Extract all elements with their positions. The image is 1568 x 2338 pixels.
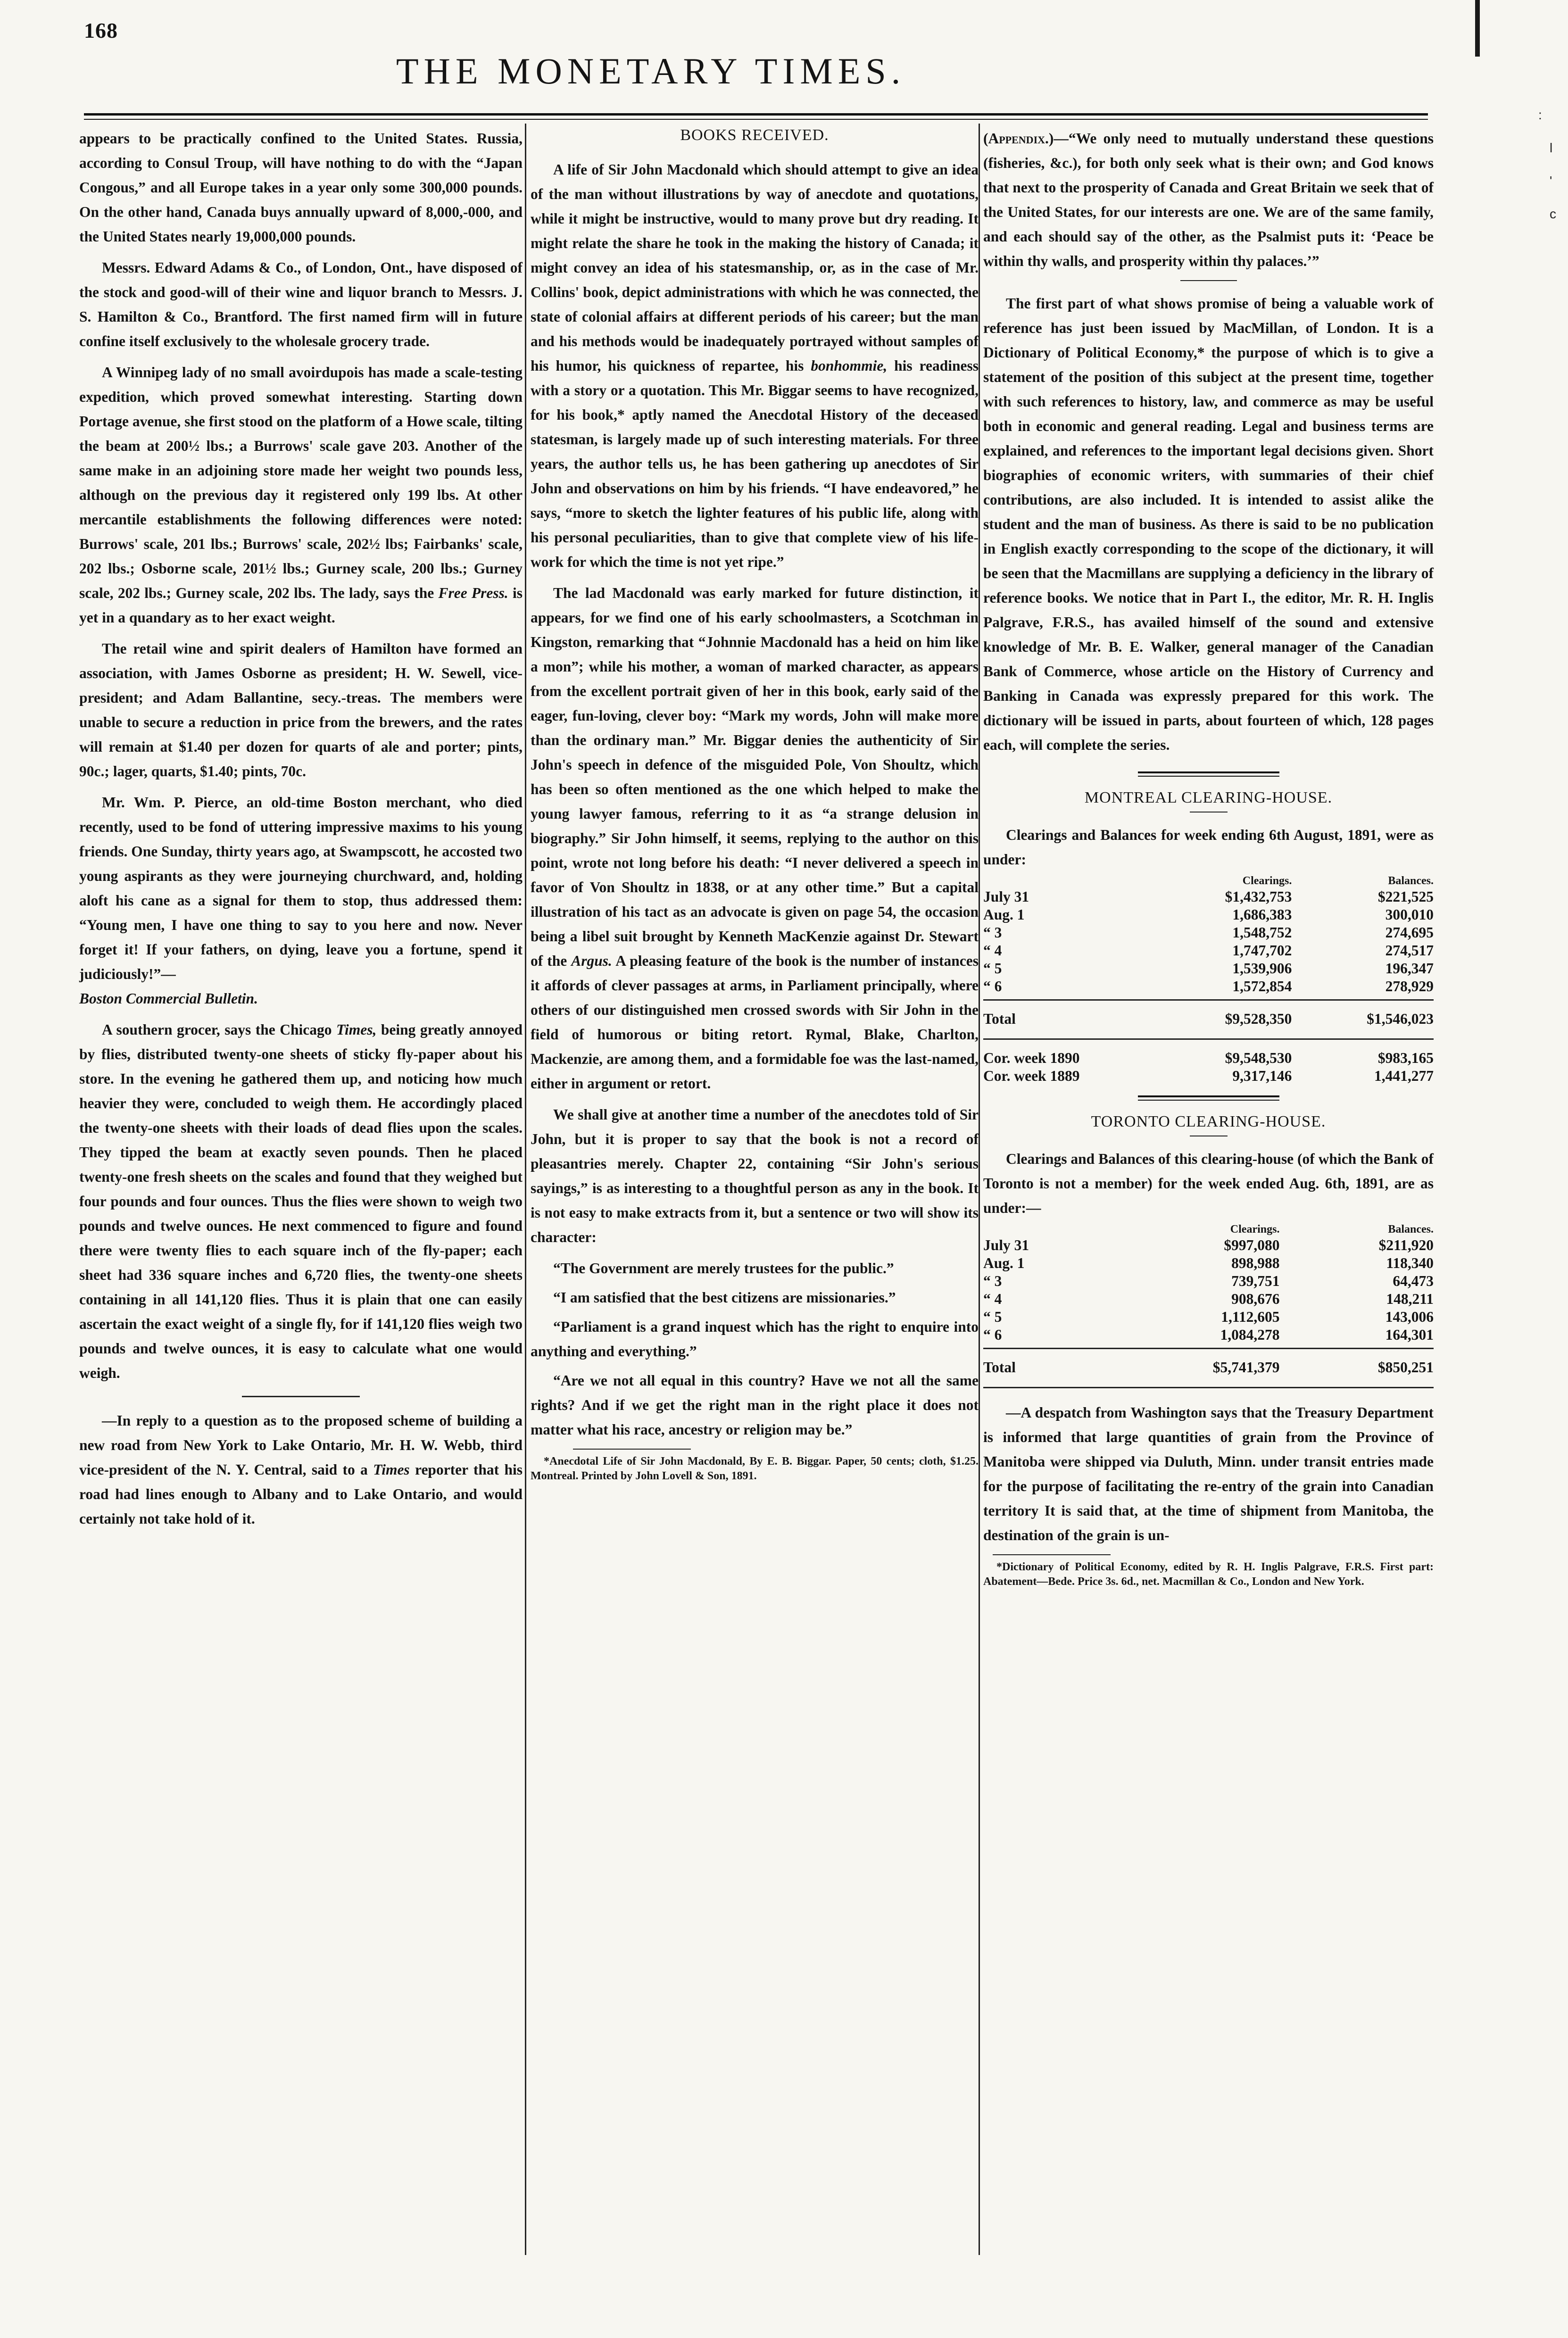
source-citation: Free Press. — [438, 585, 508, 601]
total-balances: $1,546,023 — [1314, 1000, 1434, 1039]
column-divider — [979, 124, 980, 2255]
balances-value: 164,301 — [1302, 1326, 1434, 1349]
balances-value: 300,010 — [1385, 906, 1434, 923]
total-balances: $850,251 — [1302, 1349, 1434, 1388]
row-label: Aug. 1 — [983, 906, 1025, 923]
balances-value: $221,525 — [1377, 888, 1434, 905]
montreal-intro: Clearings and Balances for week ending 6th August, 1891, were as under: — [983, 827, 1434, 868]
article-ny-central — [79, 1409, 523, 1531]
review-macdonald-p2 — [531, 581, 979, 1096]
total-label: Total — [983, 1349, 1091, 1388]
clearings-value: 898,988 — [1231, 1255, 1280, 1271]
margin-tick: c — [1550, 207, 1556, 221]
appendix-label: (Appendix.)— — [983, 130, 1069, 147]
column-header: Balances. — [1388, 1223, 1434, 1235]
total-clearings: $9,528,350 — [1155, 1000, 1314, 1039]
table-row — [983, 924, 1434, 942]
clearings-value: 1,112,605 — [1221, 1309, 1280, 1325]
balances-value: 274,517 — [1385, 942, 1434, 959]
article-text: The lad Macdonald was early marked for future distinction, it appears, for we find one of his early schoolmasters, a Scotchman in Kingston, remarking that “Johnnie Macdonald has a heid on him like a mon”; while his mother, a woman of marked character, as appears from the excellent portrait given of her in this book, early said of the eager, fun-loving, clever boy: “Mark my words, John will make more than the ordinary man.” Mr. Biggar denies the authenticity of Sir John's speech in defence of the misguided Pole, Von Shoultz, which has been so often mentioned as the one which helped to make the young lawyer famous, referring to it as “a strange delusion in biography.” Sir John himself, it seems, replying to the author on this point, wrote not long before his death: “I never delivered a speech in favor of Von Shoultz in 1838, or at any other time.” But a capital illustration of his tact as an advocate is given on page 54, the occasion being a libel suit brought by Kenneth MacKenzie against Dr. Stewart of the — [531, 585, 979, 969]
article-text: —In reply to a question as to the proposed scheme of building a new road from New York to Lake Ontario, Mr. H. W. Webb, third vice-president of the N. Y. Central, said to a — [79, 1412, 523, 1478]
right-column — [983, 126, 1434, 1589]
quote: “Are we not all equal in this country? Have we not all the same rights? And if we get the right man in the right place it does not matter what his race, ancestry or religion may be.” — [531, 1372, 979, 1438]
row-label: “ 5 — [983, 960, 1002, 977]
article-text: A Winnipeg lady of no small avoirdupois has made a scale-testing expedition, which proved somewhat interesting. Starting down Portage avenue, she first stood on the platform of a Howe scale, tilting the beam at 200½ lbs.; a Burrows' scale gave 203. Another of the same make in an adjoining store made her weight two pounds less, although on the previous day it registered only 199 lbs. At other mercantile establishments the following differences were noted: Burrows' scale, 201 lbs.; Burrows' scale, 202½ lbs; Fairbanks' scale, 202 lbs.; Osborne scale, 201½ lbs.; Gurney scale, 200 lbs.; Gurney scale, 202 lbs.; Gurney scale, 202 lbs. The lady, says the — [79, 364, 523, 601]
section-rule — [1138, 771, 1279, 773]
row-label: “ 3 — [983, 1273, 1002, 1289]
section-divider — [242, 1396, 360, 1397]
masthead-title: THE MONETARY TIMES. — [396, 50, 906, 91]
section-divider — [1180, 280, 1237, 281]
toronto-intro: Clearings and Balances of this clearing-house (of which the Bank of Toronto is not a member) for the week ended Aug. 6th, 1891, are as under:— — [983, 1151, 1434, 1216]
balances-value: 274,695 — [1385, 924, 1434, 941]
footnote-rule — [993, 1554, 1111, 1555]
clearings-value: $997,080 — [1224, 1237, 1280, 1253]
article-text: A southern grocer, says the Chicago — [102, 1021, 332, 1038]
article-text: reporter that his road had lines enough to Albany and to Lake Ontario, and would certainly not take hold of it. — [79, 1461, 523, 1527]
table-total-row — [983, 1349, 1434, 1388]
article-winnipeg-scales — [79, 360, 523, 630]
review-macdonald-p1 — [531, 158, 979, 574]
appendix-quote — [983, 126, 1434, 274]
clearings-value: 739,751 — [1231, 1273, 1280, 1289]
source-citation: Boston Commercial Bulletin. — [79, 990, 258, 1007]
table-header-row — [983, 874, 1434, 888]
margin-tick: l — [1550, 141, 1553, 155]
section-heading-books: BOOKS RECEIVED. — [680, 126, 829, 144]
quote: “I am satisfied that the best citizens are missionaries.” — [553, 1289, 896, 1306]
row-label: Cor. week 1889 — [983, 1068, 1080, 1084]
clearings-value: $9,548,530 — [1225, 1050, 1292, 1066]
table-row — [983, 888, 1434, 906]
article-washington-despatch: —A despatch from Washington says that the Treasury Department is informed that large quantities of grain from the Province of Manitoba were shipped via Duluth, Minn. under transit entries made for the purpose of facilitating the re-entry of the grain into Canadian territory It is said that, at the time of shipment from Manitoba, the destination of the grain is un- — [983, 1404, 1434, 1543]
article-edward-adams: Messrs. Edward Adams & Co., of London, Ont., have disposed of the stock and good-will of their wine and liquor branch to Messrs. J. S. Hamilton & Co., Brantford. The first named firm will in future confine itself exclusively to the wholesale grocery trade. — [79, 259, 523, 349]
table-row — [983, 1308, 1434, 1326]
row-label: “ 4 — [983, 942, 1002, 959]
row-label: “ 6 — [983, 978, 1155, 1000]
clearings-value: 1,572,854 — [1155, 978, 1314, 1000]
table-row — [983, 1039, 1434, 1068]
table-total-row — [983, 1000, 1434, 1039]
clearings-value: 908,676 — [1231, 1291, 1280, 1307]
article-pierce-maxims — [79, 790, 523, 1011]
balances-value: 196,347 — [1385, 960, 1434, 977]
total-clearings: $5,741,379 — [1091, 1349, 1302, 1388]
article-text: is yet in a quandary as to her exact weight. — [79, 585, 523, 626]
row-label: July 31 — [983, 888, 1029, 905]
column-divider — [525, 124, 526, 2255]
table-row — [983, 1236, 1434, 1254]
column-header: Balances. — [1388, 875, 1434, 887]
clearings-value: 1,747,702 — [1232, 942, 1292, 959]
table-row — [983, 1290, 1434, 1308]
article-text: Mr. Wm. P. Pierce, an old-time Boston merchant, who died recently, used to be fond of uttering impressive maxims to his young friends. One Sunday, thirty years ago, at Swampscott, he accosted two young aspirants as they were journeying churchward, and, holding aloft his cane as a signal for them to stop, thus addressed them: “Young men, I have one thing to say to you here and now. Never forget it! If your fathers, on dying, leave you a fortune, spend it judiciously!”— — [79, 794, 523, 982]
table-row — [983, 978, 1434, 1000]
footnote: *Dictionary of Political Economy, edited by R. H. Inglis Palgrave, F.R.S. First part: Abatement—Bede. Price 3s. 6d., net. Macmillan & Co., London and New York. — [983, 1561, 1434, 1588]
source-citation: Times — [373, 1461, 410, 1478]
footnote: *Anecdotal Life of Sir John Macdonald, By E. B. Biggar. Paper, 50 cents; cloth, $1.25. Montreal. Printed by John Lovell & Son, 1891. — [531, 1455, 979, 1482]
masthead-rule — [84, 113, 1428, 116]
clearings-value: 1,539,906 — [1232, 960, 1292, 977]
montreal-clearing-table — [983, 874, 1434, 1085]
section-rule-thin — [1138, 1100, 1279, 1101]
article-dictionary: The first part of what shows promise of being a valuable work of reference has just been issued by MacMillan, of London. It is a Dictionary of Political Economy,* the purpose of which is to give a statement of the position of this subject at the present time, together with such references to history, law, and commerce as may be useful both in economic and general reading. Legal and business terms are explained, and references to the important legal decisions given. Short biographies of economic writers, with summaries of their chief contributions, are also included. It is intended to assist alike the student and the man of business. As there is said to be no publication in English exactly corresponding to the scope of the dictionary, it will be seen that the Macmillans are supplying a deficiency in the library of reference books. We notice that in Part I., the editor, Mr. R. H. Inglis Palgrave, F.R.S., has availed himself of the sound and extensive knowledge of Mr. B. E. Walker, general manager of the Canadian Bank of Commerce, whose article on the History of Currency and Banking in Canada was expressly prepared for this work. The dictionary will be issued in parts, about fourteen of which, 128 pages each, will complete the series. — [983, 295, 1434, 753]
row-label: “ 6 — [983, 1326, 1091, 1349]
page-edge-shadow — [1475, 0, 1480, 57]
italic-term: Argus. — [571, 953, 612, 969]
review-macdonald-p3: We shall give at another time a number of the anecdotes told of Sir John, but it is proper to say that the book is not a record of pleasantries merely. Chapter 22, containing “Sir John's serious sayings,” is as interesting to a thoughtful person as any in the book. It is not easy to make extracts from it, but a sentence or two will show its character: — [531, 1106, 979, 1245]
table-row — [983, 1326, 1434, 1349]
balances-value: 278,929 — [1314, 978, 1434, 1000]
row-label: “ 5 — [983, 1309, 1002, 1325]
balances-value: 64,473 — [1393, 1273, 1434, 1289]
article-text: A life of Sir John Macdonald which should attempt to give an idea of the man without illustrations by way of anecdote and quotations, while it might be instructive, would to many prove but dry reading. It might relate the share he took in the making the history of Canada; it might convey an idea of his statesmanship, or, as in the case of Mr. Collins' book, depict administrations with which he was connected, the state of colonial affairs at different periods of his career; but the man and his methods would be inadequately portrayed without samples of his humor, his quickness of repartee, his — [531, 161, 979, 374]
clearings-value: 9,317,146 — [1232, 1068, 1292, 1084]
table-row — [983, 1067, 1434, 1085]
balances-value: 148,211 — [1386, 1291, 1434, 1307]
middle-column — [531, 126, 979, 1484]
article-hamilton-dealers: The retail wine and spirit dealers of Hamilton have formed an association, with James Osborne as president; H. W. Sewell, vice-president; and Adam Ballantine, secy.-treas. The members were unable to secure a reduction in price from the brewers, and the rates will remain at $1.40 per dozen for quarts of ale and porter; pints, 90c.; lager, quarts, $1.40; pints, 70c. — [79, 640, 523, 779]
article-text: “We only need to mutually understand these questions (fisheries, &c.), for both only seek what is their own; and God knows that next to the prosperity of Canada and Great Britain we seek that of the United States, for our interests are one. We are of the same family, and each should say of the other, as the Psalmist puts it: ‘Peace be within thy walls, and prosperity within thy palaces.’” — [983, 130, 1434, 269]
row-label: Cor. week 1890 — [983, 1050, 1080, 1066]
balances-value: 1,441,277 — [1374, 1068, 1434, 1084]
row-label: July 31 — [983, 1237, 1029, 1253]
article-text: A pleasing feature of the book is the number of instances it affords of clever passages at arms, in Parliament principally, where others of our distinguished men crossed swords with Sir John in the field of humorous or biting retort. Rymal, Blake, Charlton, Mackenzie, are among them, and a formidable foe was the last-named, either in argument or retort. — [531, 953, 979, 1092]
quote: “Parliament is a grand inquest which has the right to enquire into anything and everything.” — [531, 1318, 979, 1360]
table-row — [983, 1272, 1434, 1290]
balances-value: 143,006 — [1385, 1309, 1434, 1325]
table-row — [983, 942, 1434, 960]
toronto-clearing-table — [983, 1222, 1434, 1388]
column-header: Clearings. — [1230, 1223, 1280, 1235]
column-header: Clearings. — [1242, 875, 1292, 887]
quote: “The Government are merely trustees for the public.” — [553, 1260, 894, 1277]
row-label: “ 4 — [983, 1291, 1002, 1307]
clearings-value: 1,084,278 — [1091, 1326, 1302, 1349]
clearings-value: $1,432,753 — [1225, 888, 1292, 905]
italic-term: bonhommie, — [811, 357, 888, 374]
total-label: Total — [983, 1000, 1155, 1039]
balances-value: 118,340 — [1386, 1255, 1434, 1271]
article-tea-imports: appears to be practically confined to the United States. Russia, according to Consul Troup, will have nothing to do with the “Japan Congous,” and all Europe takes in a year only some 300,000 pounds. On the other hand, Canada buys annually upward of 8,000,-000, and the United States nearly 19,000,000 pounds. — [79, 130, 523, 245]
left-column — [79, 126, 523, 1538]
margin-tick: : — [1538, 108, 1542, 122]
clearings-value: 1,686,383 — [1232, 906, 1292, 923]
section-heading-montreal: MONTREAL CLEARING-HOUSE. — [1084, 789, 1333, 806]
masthead-rule-thin — [84, 119, 1428, 120]
balances-value: $211,920 — [1378, 1237, 1434, 1253]
page-number: 168 — [84, 18, 118, 42]
clearings-value: 1,548,752 — [1232, 924, 1292, 941]
source-citation: Times, — [336, 1021, 377, 1038]
article-fly-paper — [79, 1018, 523, 1385]
row-label: “ 3 — [983, 924, 1002, 941]
balances-value: $983,165 — [1377, 1050, 1434, 1066]
section-rule — [1138, 1095, 1279, 1097]
margin-tick: ' — [1550, 174, 1552, 188]
table-row — [983, 960, 1434, 978]
article-text: his readiness with a story or a quotation. This Mr. Biggar seems to have recognized, for his book,* aptly named the Anecdotal History of the deceased statesman, is largely made up of such interesting materials. For three years, the author tells us, he has been gathering up anecdotes of Sir John and observations on him by his friends. “I have endeavored,” he says, “more to sketch the lighter features of his public life, along with his personal peculiarities, than to give that complete view of his life-work for which the time is not yet ripe.” — [531, 357, 979, 570]
section-rule-thin — [1138, 776, 1279, 777]
row-label: Aug. 1 — [983, 1255, 1025, 1271]
footnote-rule — [573, 1449, 691, 1450]
table-header-row — [983, 1222, 1434, 1236]
table-row — [983, 1254, 1434, 1272]
table-row — [983, 906, 1434, 924]
section-heading-toronto: TORONTO CLEARING-HOUSE. — [1091, 1113, 1326, 1130]
article-text: being greatly annoyed by flies, distributed twenty-one sheets of sticky fly-paper about his store. In the evening he gathered them up, and noticing how much heavier they were, concluded to weigh them. He accordingly placed the twenty-one sheets with their loads of dead flies upon the scales. They tipped the beam at exactly seven pounds. Then he placed twenty-one fresh sheets on the scales and found that they weighed but four pounds and four ounces. Thus the flies were shown to weigh two pounds and twelve ounces. He next commenced to figure and found there were twenty flies to each square inch of the fly-paper; each sheet had 336 square inches and 6,720 flies, the twenty-one sheets containing in all 141,120 flies. Thus it is plain that one can easily ascertain the exact weight of a single fly, for if 141,120 flies weigh two pounds and twelve ounces, it is easy to calculate what one would weigh. — [79, 1021, 523, 1381]
